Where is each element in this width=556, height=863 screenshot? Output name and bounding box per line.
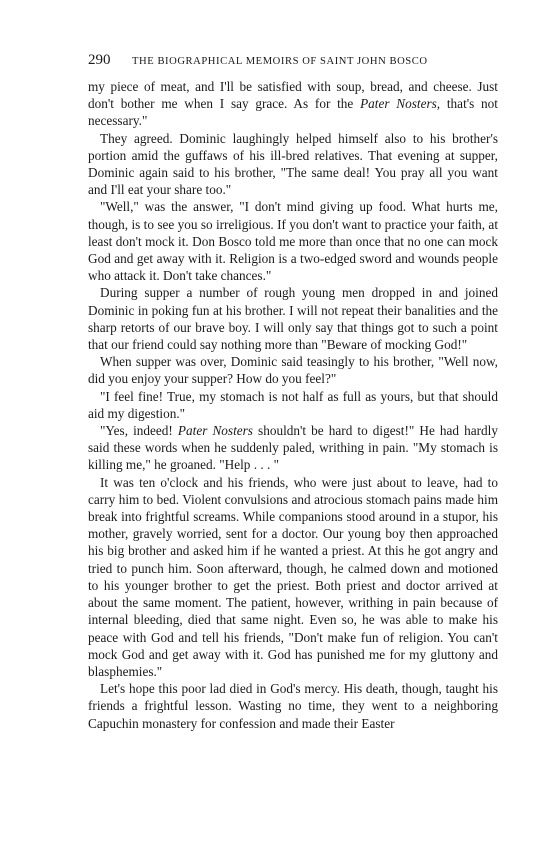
body-text xyxy=(88,78,498,732)
paragraph: During supper a number of rough young men dropped in and joined Dominic in poking fun at his brother. I will not repeat their banalities and the sharp retorts of our brave boy. I will only say that things got to such a point that our friend could say nothing more than "Beware of mocking God!" xyxy=(88,285,498,353)
paragraph: my piece of meat, and I'll be satisfied with soup, bread, and cheese. Just don't bother me when I say grace. As for the Pater Nosters, that's not necessary." xyxy=(88,79,498,129)
paragraph: Let's hope this poor lad died in God's mercy. His death, though, taught his friends a frightful lesson. Wasting no time, they went to a neighboring Capuchin monastery for confession and made their Easter xyxy=(88,681,498,731)
italic-title: Pater Nosters xyxy=(177,423,253,439)
paragraph: "Yes, indeed! Pater Nosters shouldn't be hard to digest!" He had hardly said these words when he suddenly paled, writhing in pain. "My stomach is killing me," he groaned. "Help . . . " xyxy=(88,423,498,473)
running-head: THE BIOGRAPHICAL MEMOIRS OF SAINT JOHN BOSCO xyxy=(132,56,428,67)
page-number: 290 xyxy=(88,52,111,68)
paragraph: They agreed. Dominic laughingly helped himself also to his brother's portion amid the guffaws of his ill-bred relatives. That evening at supper, Dominic again said to his brother, "The same deal! You pray all you want and I'll eat your share too." xyxy=(88,130,498,198)
paragraph: When supper was over, Dominic said teasingly to his brother, "Well now, did you enjoy your supper? How do you feel?" xyxy=(88,354,498,387)
book-page xyxy=(88,52,498,732)
paragraph: "Well," was the answer, "I don't mind giving up food. What hurts me, though, is to see you so irreligious. If you don't want to practice your faith, at least don't mock it. Don Bosco told me more than once that no one can mock God and get away with it. Religion is a two-edged sword and wounds people who attack it. Don't take chances." xyxy=(88,199,498,284)
page-header xyxy=(88,52,498,76)
paragraph: "I feel fine! True, my stomach is not half as full as yours, but that should aid my digestion." xyxy=(88,388,498,421)
paragraph: It was ten o'clock and his friends, who were just about to leave, had to carry him to bed. Violent convulsions and atrocious stomach pains made him break into frightful screams. While companions stood around in a stupor, his mother, gravely worried, sent for a doctor. Our young boy then approached his big brother and asked him if he wanted a priest. At this he got angry and tried to punch him. Soon afterward, though, he calmed down and motioned to his younger brother to get the priest. Both priest and doctor arrived at about the same moment. The patient, however, writhing in pain because of internal bleeding, died that same night. Even so, he was able to make his peace with God and tell his friends, "Don't make fun of religion. You can't mock God and get away with it. God has punished me for my gluttony and blasphemies." xyxy=(88,474,498,679)
italic-title: Pater Nosters, xyxy=(360,96,441,112)
